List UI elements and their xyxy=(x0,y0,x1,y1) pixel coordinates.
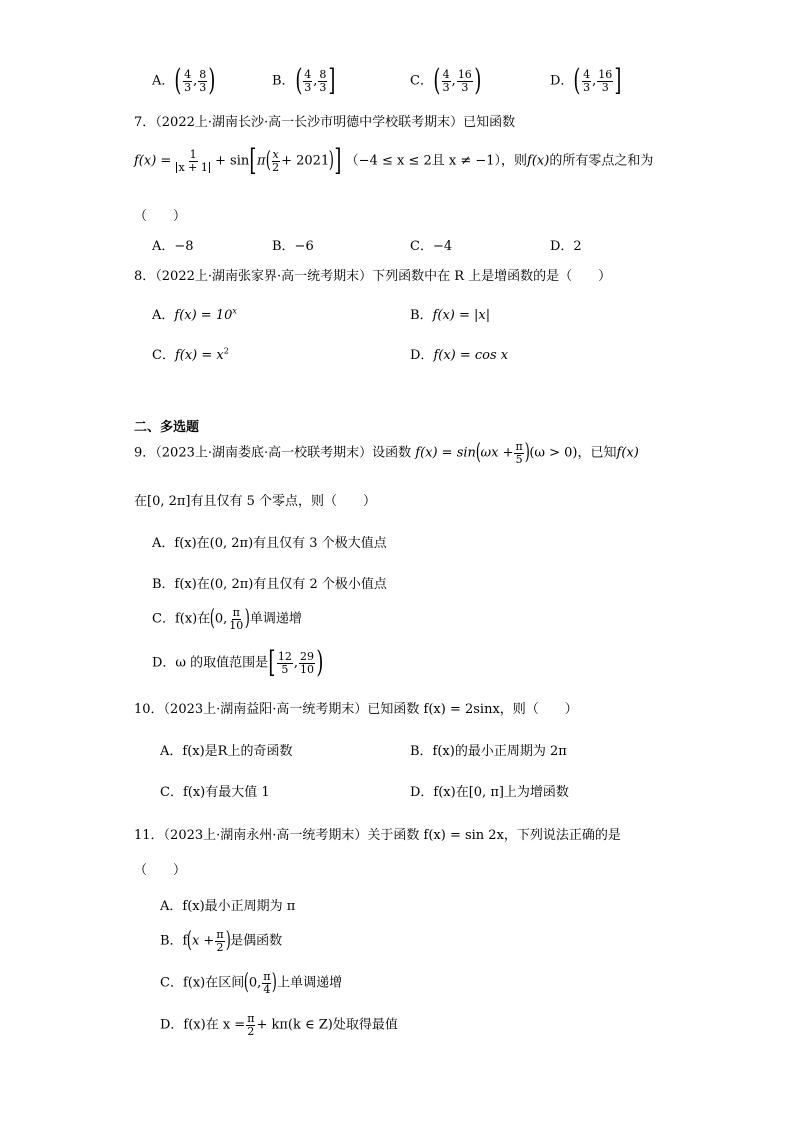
q9-option-a: A．f(x)在(0, 2π)有且仅有 3 个极大值点 xyxy=(152,536,387,551)
q11-option-d: D．f(x)在 x = $\frac{\pi}{2}$ + kπ(k ∈ Z)处取得最值 xyxy=(160,1012,398,1038)
q10-stem: 10．（2023上·湖南益阳·高一统考期末）已知函数 f(x) = 2sinx，则（ ） xyxy=(134,702,578,717)
q11-paren: （ ） xyxy=(134,863,187,878)
q7-option-c: C．−4 xyxy=(410,239,453,254)
q7-formula: f(x) = $\frac{1}{x + 1}$ + sin[π( $\frac{x}{2}$ + 2021)] （−4 ≤ x ≤ 2且 x ≠ −1），则f(x)的所有零点之和为 xyxy=(134,143,654,178)
q9-line2: 在[0, 2π]有且仅有 5 个零点，则（ ） xyxy=(134,494,377,509)
q8-option-c: C．$f(x) = x^2$ xyxy=(152,346,229,363)
q11-option-a: A．f(x)最小正周期为 π xyxy=(160,899,296,914)
q8-stem: 8．（2022上·湖南张家界·高一统考期末）下列函数中在 R 上是增函数的是（ ） xyxy=(134,269,612,284)
q6-option-d: D．( $\frac{4}{3}$ , $\frac{16}{3}$ ] xyxy=(550,63,622,98)
q9-option-c: C．f(x)在(0, $\frac{\pi}{10}$ )单调递增 xyxy=(152,606,302,632)
q6-option-a: A．( $\frac{4}{3}$ , $\frac{8}{3}$ ) xyxy=(152,63,216,98)
q6-option-c: C．( $\frac{4}{3}$ , $\frac{16}{3}$ ) xyxy=(410,63,482,98)
q11-option-b: B．f(x + $\frac{\pi}{2}$ )是偶函数 xyxy=(160,928,283,954)
q11-option-c: C．f(x)在区间(0, $\frac{\pi}{4}$ )上单调递增 xyxy=(160,970,343,996)
section-title-multi-choice: 二、多选题 xyxy=(134,420,200,435)
q8-option-b: B．f(x) = |x| xyxy=(410,308,491,323)
q7-option-b: B．−6 xyxy=(272,239,314,254)
q10-option-d: D．f(x)在[0, π]上为增函数 xyxy=(410,785,569,800)
q10-option-a: A．f(x)是R上的奇函数 xyxy=(160,744,293,759)
q7-option-a: A．−8 xyxy=(152,239,194,254)
q9-option-b: B．f(x)在(0, 2π)有且仅有 2 个极小值点 xyxy=(152,577,387,592)
q6-option-b: B．( $\frac{4}{3}$ , $\frac{8}{3}$ ] xyxy=(272,63,336,98)
q9-stem: 9．（2023上·湖南娄底·高一校联考期末）设函数 f(x) = sin(ωx + $\frac{\pi}{5}$ )(ω > 0)，已知f(x) xyxy=(134,440,639,466)
q10-option-b: B．f(x)的最小正周期为 2π xyxy=(410,744,567,759)
q7-paren: （ ） xyxy=(134,209,187,224)
q7-stem: 7．（2022上·湖南长沙·高一长沙市明德中学校联考期末）已知函数 xyxy=(134,115,516,130)
q10-option-c: C．f(x)有最大值 1 xyxy=(160,785,270,800)
q7-option-d: D．2 xyxy=(550,239,582,254)
q8-option-a: A．$f(x) = 10^x$ xyxy=(152,306,237,323)
q11-stem: 11．（2023上·湖南永州·高一统考期末）关于函数 f(x) = sin 2x，下列说法正确的是 xyxy=(134,828,621,843)
q9-option-d: D．ω 的取值范围是[ $\frac{12}{5}$ , $\frac{29}{10}$ ) xyxy=(152,645,324,680)
q8-option-d: D．f(x) = cos x xyxy=(410,348,509,363)
